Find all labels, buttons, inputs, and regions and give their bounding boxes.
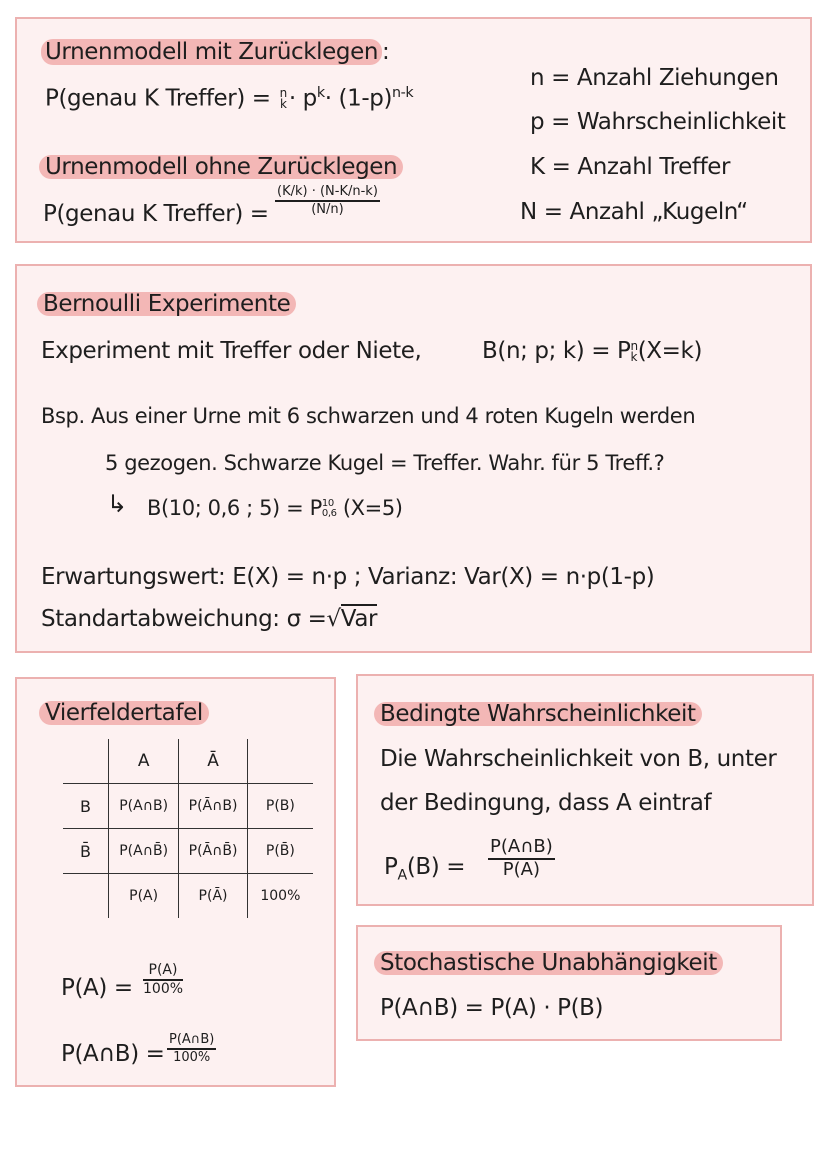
independence-title: Stochastische Unabhängigkeit [374,951,723,975]
table-cell [247,739,313,784]
expectation-variance: Erwartungswert: E(X) = n·p ; Varianz: Var(X) = n·p(1-p) [41,564,655,590]
table-row [63,784,313,829]
conditional-lhs: $P_A(B)$ = [384,854,466,884]
table-cell [63,874,108,919]
legend-n: n = Anzahl Ziehungen [530,65,779,91]
example-line3: B(10; 0,6 ; 5) = P 10 0,6 (X=5) [147,496,403,520]
conditional-fraction: $\frac{P(A\cap B)}{P(A)}$ [490,836,553,880]
example-line2: 5 gezogen. Schwarze Kugel = Treffer. Wahr. für 5 Treff.? [105,451,665,475]
legend-p: p = Wahrscheinlichkeit [530,109,786,135]
independence-formula: P(A∩B) = P(A) · P(B) [380,995,604,1021]
legend-k: K = Anzahl Treffer [530,154,731,180]
four-field-table [63,739,313,918]
standard-deviation: Standartabweichung: σ =√Var [41,606,378,632]
example-line1: Bsp. Aus einer Urne mit 6 schwarzen und 4 roten Kugeln werden [41,404,696,428]
table-cell: P(A∩B) [108,784,178,829]
formula-pa-lhs: P(A) = [61,975,133,1001]
independence-box [356,925,782,1041]
table-cell: 100% [247,874,313,919]
table-row [63,829,313,874]
bernoulli-line1: Experiment mit Treffer oder Niete, [41,338,422,364]
table-cell: B [63,784,108,829]
urn-with-formula: P(genau K Treffer) = n k · $p^k\cdot (1-p)^{n-k}$ [45,85,414,112]
table-row [63,739,313,784]
urn-without-title: Urnenmodell ohne Zurücklegen [39,155,403,179]
table-cell: P(B̄) [247,829,313,874]
table-cell: Ā [179,739,247,784]
table-cell: P(Ā) [179,874,247,919]
urn-model-box [15,17,812,243]
legend-N: N = Anzahl „Kugeln“ [520,199,748,225]
table-cell: P(B) [247,784,313,829]
table-cell: A [108,739,178,784]
table-cell: P(A) [108,874,178,919]
example-arrow-icon: ↳ [107,490,127,518]
conditional-line1: Die Wahrscheinlichkeit von B, unter [380,746,777,772]
urn-without-fraction: $\frac{(K/k) \cdot (N-K/n-k)}{(N/n)}$ [277,184,378,217]
table-cell: P(Ā∩B̄) [179,829,247,874]
table-cell: P(Ā∩B) [179,784,247,829]
formula-pab-fraction: $\frac{P(A\cap B)}{100\%}$ [169,1032,215,1065]
formula-pa-fraction: $\frac{P(A)}{100\%}$ [143,962,184,997]
urn-without-formula-lhs: P(genau K Treffer) = [43,201,269,227]
conditional-line2: der Bedingung, dass A eintraf [380,790,712,816]
table-cell [63,739,108,784]
table-cell: B̄ [63,829,108,874]
four-field-table-box [15,677,336,1087]
conditional-probability-box [356,674,814,906]
bernoulli-box [15,264,812,653]
bernoulli-formula: B(n; p; k) = P n k (X=k) [482,338,703,364]
table-cell: P(A∩B̄) [108,829,178,874]
formula-pab-lhs: P(A∩B) = [61,1041,165,1067]
four-field-title: Vierfeldertafel [39,701,209,725]
table-row [63,874,313,919]
conditional-title: Bedingte Wahrscheinlichkeit [374,702,702,726]
urn-with-title: Urnenmodell mit Zurücklegen : [41,39,389,65]
bernoulli-title: Bernoulli Experimente [37,292,296,316]
